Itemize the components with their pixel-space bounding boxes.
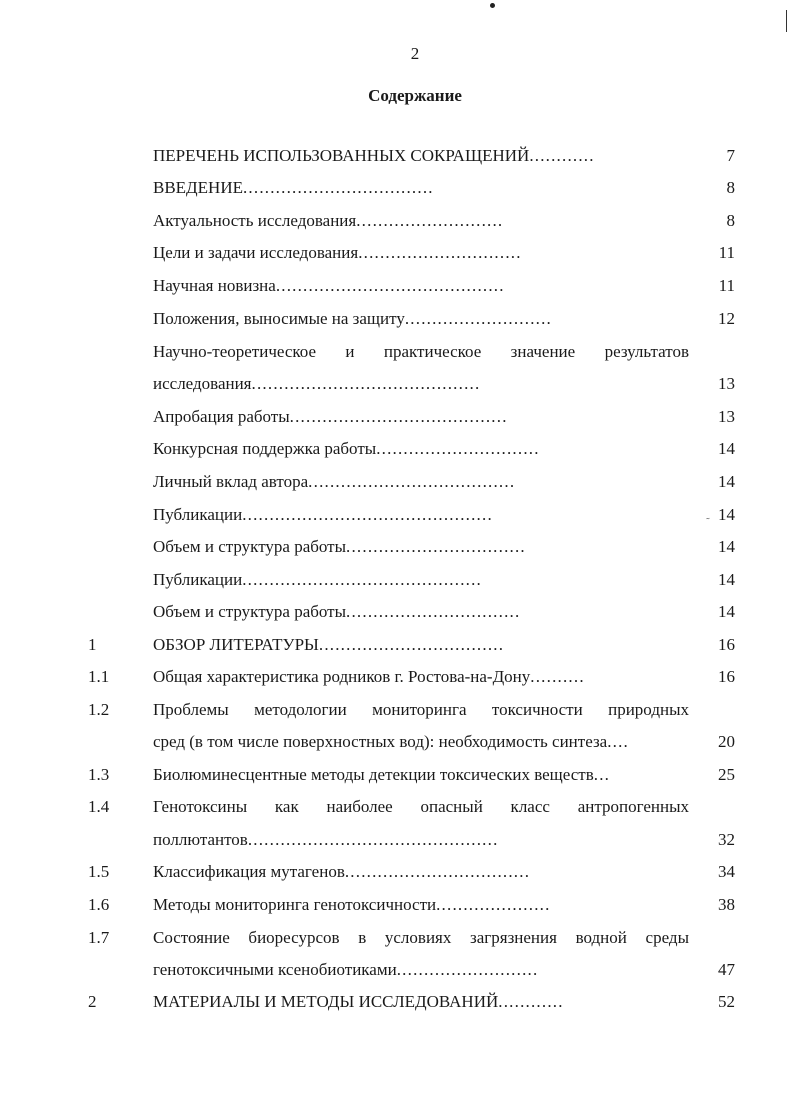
toc-entry-page: 14 [718, 537, 735, 556]
page-number: 2 [410, 44, 420, 63]
toc-entry-page: 14 [718, 570, 735, 589]
toc-entry-page: 20 [718, 732, 735, 751]
toc-entry-title: МАТЕРИАЛЫ И МЕТОДЫ ИССЛЕДОВАНИЙ............ [153, 992, 564, 1011]
toc-entry[interactable] [0, 791, 796, 823]
toc-entry[interactable] [0, 564, 796, 596]
toc-entry[interactable] [0, 889, 796, 921]
toc-entry[interactable] [0, 336, 796, 368]
toc-entry[interactable] [0, 368, 796, 400]
toc-entry-page: 32 [718, 830, 735, 849]
toc-entry-page: 34 [718, 862, 735, 881]
toc-entry-page: 47 [718, 960, 735, 979]
toc-entry-title: исследования.......................................... [153, 374, 481, 393]
toc-entry-title: сред (в том числе поверхностных вод): необходимость синтеза.... [153, 732, 630, 751]
toc-entry[interactable] [0, 759, 796, 791]
page-title: Содержание [368, 86, 462, 105]
toc-entry-title: Объем и структура работы................................ [153, 602, 521, 621]
toc-entry-title: ОБЗОР ЛИТЕРАТУРЫ.................................. [153, 635, 505, 654]
toc-entry-title: генотоксичными ксенобиотиками.......................... [153, 960, 539, 979]
toc-entry-title: Публикации............................................ [153, 570, 483, 589]
toc-entry[interactable] [0, 824, 796, 856]
toc-entry[interactable] [0, 531, 796, 563]
toc-entry-title: Публикации.............................................. [153, 505, 493, 524]
toc-entry[interactable] [0, 629, 796, 661]
toc-entry-number: 1.6 [88, 895, 110, 914]
toc-entry[interactable] [0, 499, 796, 531]
toc-entry-title: Цели и задачи исследования.............................. [153, 243, 522, 262]
toc-entry-title: Состояние биоресурсов в условиях загрязнения водной среды [153, 928, 689, 947]
toc-entry-number: 1.4 [88, 797, 110, 816]
toc-entry-page: 13 [718, 374, 735, 393]
toc-entry-page: 13 [718, 407, 735, 426]
toc-entry[interactable] [0, 466, 796, 498]
toc-entry-title: Личный вклад автора...................................... [153, 472, 516, 491]
toc-entry[interactable] [0, 270, 796, 302]
toc-entry-title: Объем и структура работы................................. [153, 537, 526, 556]
scan-dot-mark [490, 3, 495, 8]
toc-entry[interactable] [0, 922, 796, 954]
toc-entry[interactable] [0, 433, 796, 465]
toc-entry-page: 11 [718, 243, 735, 262]
toc-entry-page: 16 [718, 635, 735, 654]
toc-entry-title: Методы мониторинга генотоксичности..................... [153, 895, 551, 914]
toc-entry-page: 8 [726, 178, 735, 197]
toc-entry[interactable] [0, 856, 796, 888]
toc-entry-page: 11 [718, 276, 735, 295]
toc-entry-number: 1 [88, 635, 97, 654]
toc-entry[interactable] [0, 726, 796, 758]
toc-entry-page: 38 [718, 895, 735, 914]
scan-edge-mark [786, 10, 787, 32]
toc-entry-title: Положения, выносимые на защиту........................... [153, 309, 552, 328]
toc-entry-number: 1.2 [88, 700, 110, 719]
toc-entry-page: 7 [726, 146, 735, 165]
toc-entry[interactable] [0, 205, 796, 237]
toc-entry[interactable] [0, 661, 796, 693]
toc-entry-title: Научно-теоретическое и практическое значение результатов [153, 342, 689, 361]
toc-entry[interactable] [0, 596, 796, 628]
toc-entry[interactable] [0, 303, 796, 335]
toc-entry-number: 1.3 [88, 765, 110, 784]
toc-entry[interactable] [0, 237, 796, 269]
toc-entry[interactable] [0, 694, 796, 726]
toc-entry-title: Апробация работы........................................ [153, 407, 508, 426]
toc-entry-page: 8 [726, 211, 735, 230]
toc-entry-number: 1.7 [88, 928, 110, 947]
toc-entry-title: ПЕРЕЧЕНЬ ИСПОЛЬЗОВАННЫХ СОКРАЩЕНИЙ............ [153, 146, 595, 165]
toc-entry-title: Проблемы методологии мониторинга токсичности природных [153, 700, 689, 719]
toc-entry[interactable] [0, 172, 796, 204]
toc-entry[interactable] [0, 954, 796, 986]
toc-entry[interactable] [0, 401, 796, 433]
toc-entry-page: 12 [718, 309, 735, 328]
toc-entry-title: Генотоксины как наиболее опасный класс антропогенных [153, 797, 689, 816]
toc-entry-title: Конкурсная поддержка работы.............................. [153, 439, 540, 458]
toc-entry-title: Актуальность исследования........................... [153, 211, 504, 230]
toc-entry-number: 1.5 [88, 862, 110, 881]
toc-entry-page: 25 [718, 765, 735, 784]
toc-entry-page: 14 [718, 472, 735, 491]
toc-entry-page: 14 [718, 505, 735, 524]
toc-entry-title: Общая характеристика родников г. Ростова-на-Дону.......... [153, 667, 585, 686]
toc-entry-page: 16 [718, 667, 735, 686]
toc-entry-number: 1.1 [88, 667, 110, 686]
toc-entry-title: Биолюминесцентные методы детекции токсических веществ... [153, 765, 611, 784]
toc-entry[interactable] [0, 986, 796, 1018]
toc-entry[interactable] [0, 140, 796, 172]
toc-entry-title: Научная новизна.......................................... [153, 276, 505, 295]
toc-entry-title: поллютантов.............................................. [153, 830, 499, 849]
toc-entry-page: 14 [718, 439, 735, 458]
scan-tick-mark: ˜ [706, 516, 710, 528]
toc-entry-title: Классификация мутагенов.................................. [153, 862, 531, 881]
toc-entry-title: ВВЕДЕНИЕ................................... [153, 178, 434, 197]
toc-entry-page: 14 [718, 602, 735, 621]
toc-entry-number: 2 [88, 992, 97, 1011]
toc-entry-page: 52 [718, 992, 735, 1011]
